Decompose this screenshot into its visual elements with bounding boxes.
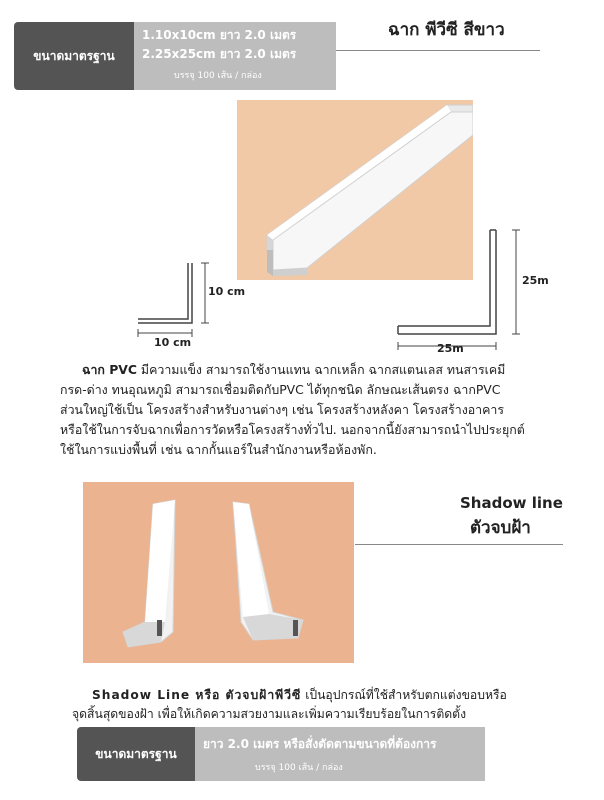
description-line-2: กรด-ด่าง ทนอุณหภูมิ สามารถเชื่อมติดกับPVC ได้ทุกชนิด ลักษณะเส้นตรง ฉากPVC [60,382,501,397]
spec-table-top [14,22,336,90]
spec-label: ขนาดมาตรฐาน [14,22,134,90]
shadow-line-description [72,686,592,724]
large-width-label: 25m [437,342,464,355]
shadow-line-illustration [83,482,354,663]
description-lead: ฉาก PVC [82,362,137,377]
divider [336,50,540,51]
shadow-line-line-1: เป็นอุปกรณ์ที่ใช้สำหรับตกแต่งขอบหรือ [301,688,507,702]
section-title-shadow-line-th: ตัวจบฝ้า [470,518,531,538]
angle-diagram-large [390,222,530,357]
description-line-5: ใช้ในการแบ่งพื้นที่ เช่น ฉากกั้นแอร์ในสำนักงานหรือห้องพัก. [60,442,377,457]
spec-packing: บรรจุ 100 เส้น / กล่อง [255,763,343,773]
spec-table-bottom [77,727,485,781]
small-width-label: 10 cm [154,336,192,349]
spec-values [134,22,336,90]
pvc-angle-description [60,360,580,460]
spec-values [195,727,485,781]
small-height-label: 10 cm [208,285,246,298]
spec-length: ยาว 2.0 เมตร หรือสั่งตัดตามขนาดที่ต้องการ [203,737,437,751]
description-line-4: หรือใช้ในการจับฉากเพื่อการวัดหรือโครงสร้างทั่วไป. นอกจากนี้ยังสามารถนำไปประยุกต์ [60,422,525,437]
divider [355,544,563,545]
description-line-1: มีความแข็ง สามารถใช้งานแทน ฉากเหล็ก ฉากสแตนเลส ทนสารเคมี [136,362,506,377]
shadow-line-lead: Shadow Line หรือ ตัวจบฝ้าพีวีซี [92,688,302,702]
spec-label: ขนาดมาตรฐาน [77,727,195,781]
large-height-label: 25m [522,274,549,287]
description-line-3: ส่วนใหญ่ใช้เป็น โครงสร้างสำหรับงานต่างๆ เช่น โครงสร้างหลังคา โครงสร้างอาคาร [60,402,505,417]
spec-size-2: 2.25x25cm ยาว 2.0 เมตร [142,47,297,61]
spec-size-1: 1.10x10cm ยาว 2.0 เมตร [142,28,297,42]
section-title-shadow-line: Shadow line [460,494,563,512]
section-title-pvc-angle: ฉาก พีวีซี สีขาว [388,20,505,40]
spec-packing: บรรจุ 100 เส้น / กล่อง [174,71,262,81]
shadow-line-line-2: จุดสิ้นสุดของฝ้า เพื่อให้เกิดความสวยงามและเพิ่มความเรียบร้อยในการติดตั้ง [72,707,467,721]
shadow-line-photo [83,482,354,663]
